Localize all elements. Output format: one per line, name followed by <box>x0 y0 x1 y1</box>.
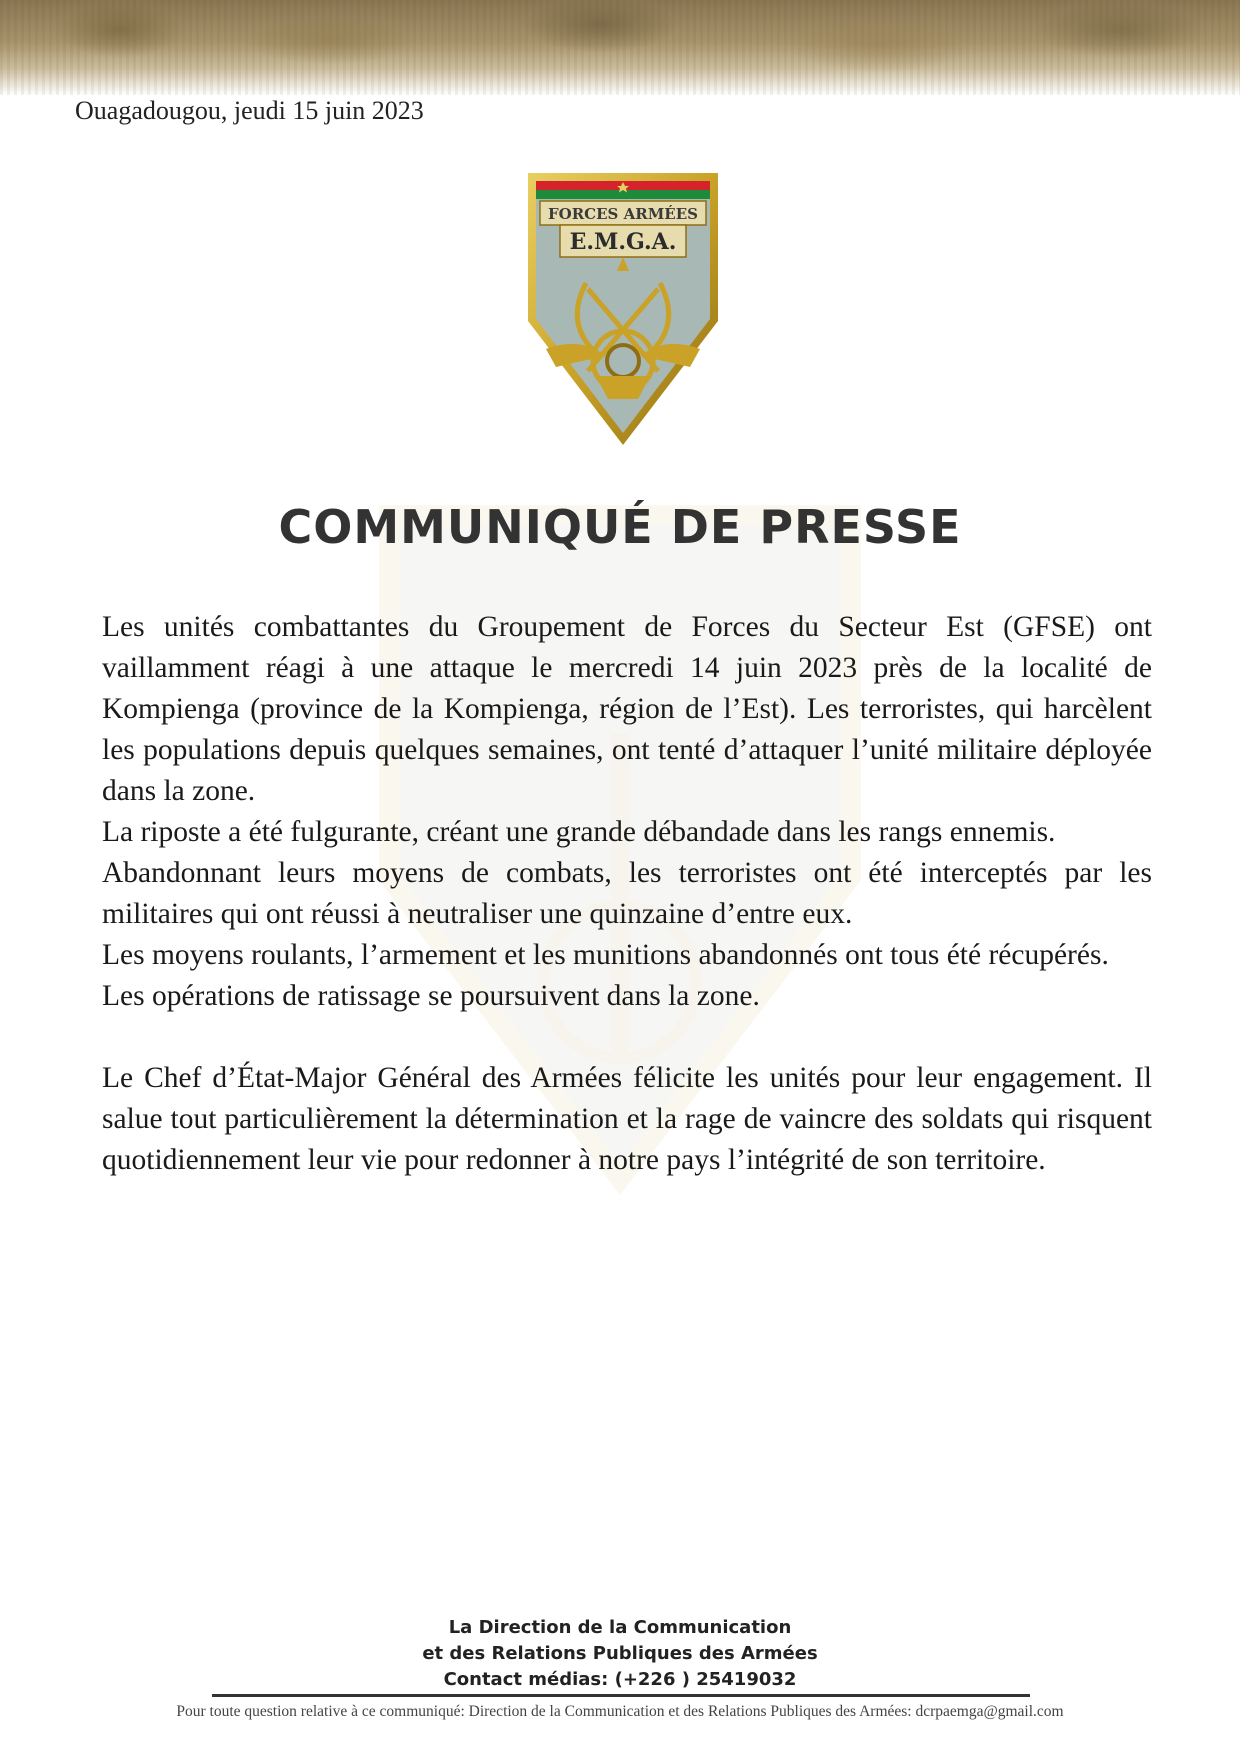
emga-emblem-logo <box>526 171 720 447</box>
signature-line: et des Relations Publiques des Armées <box>422 1643 818 1664</box>
paragraph: Les opérations de ratissage se poursuivent dans la zone. <box>102 980 760 1012</box>
paragraph: Les unités combattantes du Groupement de Forces du Secteur Est (GFSE) ont vaillamment réagi à une attaque le mercredi 14 juin 2023 près de la localité de Kompienga (province de la Kompienga, région de l’Est). Les terroristes, qui harcèlent les populations depuis quelques semaines, ont tenté d’attaquer l’unité militaire déployée dans la zone. <box>102 611 1152 807</box>
contact-line: Contact médias: (+226 ) 25419032 <box>443 1669 797 1690</box>
footer-note: Pour toute question relative à ce communiqué: Direction de la Communication et des Relations Publiques des Armées: dcrpaemga@gmail.com <box>176 1703 1064 1720</box>
camouflage-banner <box>0 0 1240 95</box>
paragraph: Le Chef d’État-Major Général des Armées félicite les unités pour leur engagement. Il salue tout particulièrement la détermination et la rage de vaincre des soldats qui risquent quotidiennement leur vie pour redonner à notre pays l’intégrité de son territoire. <box>102 1062 1152 1176</box>
page-title: COMMUNIQUÉ DE PRESSE <box>278 500 962 554</box>
paragraph: La riposte a été fulgurante, créant une grande débandade dans les rangs ennemis. <box>102 816 1056 848</box>
emblem-top-text: FORCES ARMÉES <box>547 205 699 223</box>
paragraph: Abandonnant leurs moyens de combats, les terroristes ont été interceptés par les militaires qui ont réussi à neutraliser une quinzaine d’entre eux. <box>102 857 1152 930</box>
emblem-abbrev-text: E.M.G.A. <box>569 229 677 255</box>
paragraph: Les moyens roulants, l’armement et les munitions abandonnés ont tous été récupérés. <box>102 939 1109 971</box>
footer-divider <box>212 1694 1030 1697</box>
signature-line: La Direction de la Communication <box>448 1617 792 1638</box>
date-line: Ouagadougou, jeudi 15 juin 2023 <box>75 96 424 125</box>
press-release-body <box>102 607 1152 1181</box>
signature-block <box>0 1615 1240 1693</box>
